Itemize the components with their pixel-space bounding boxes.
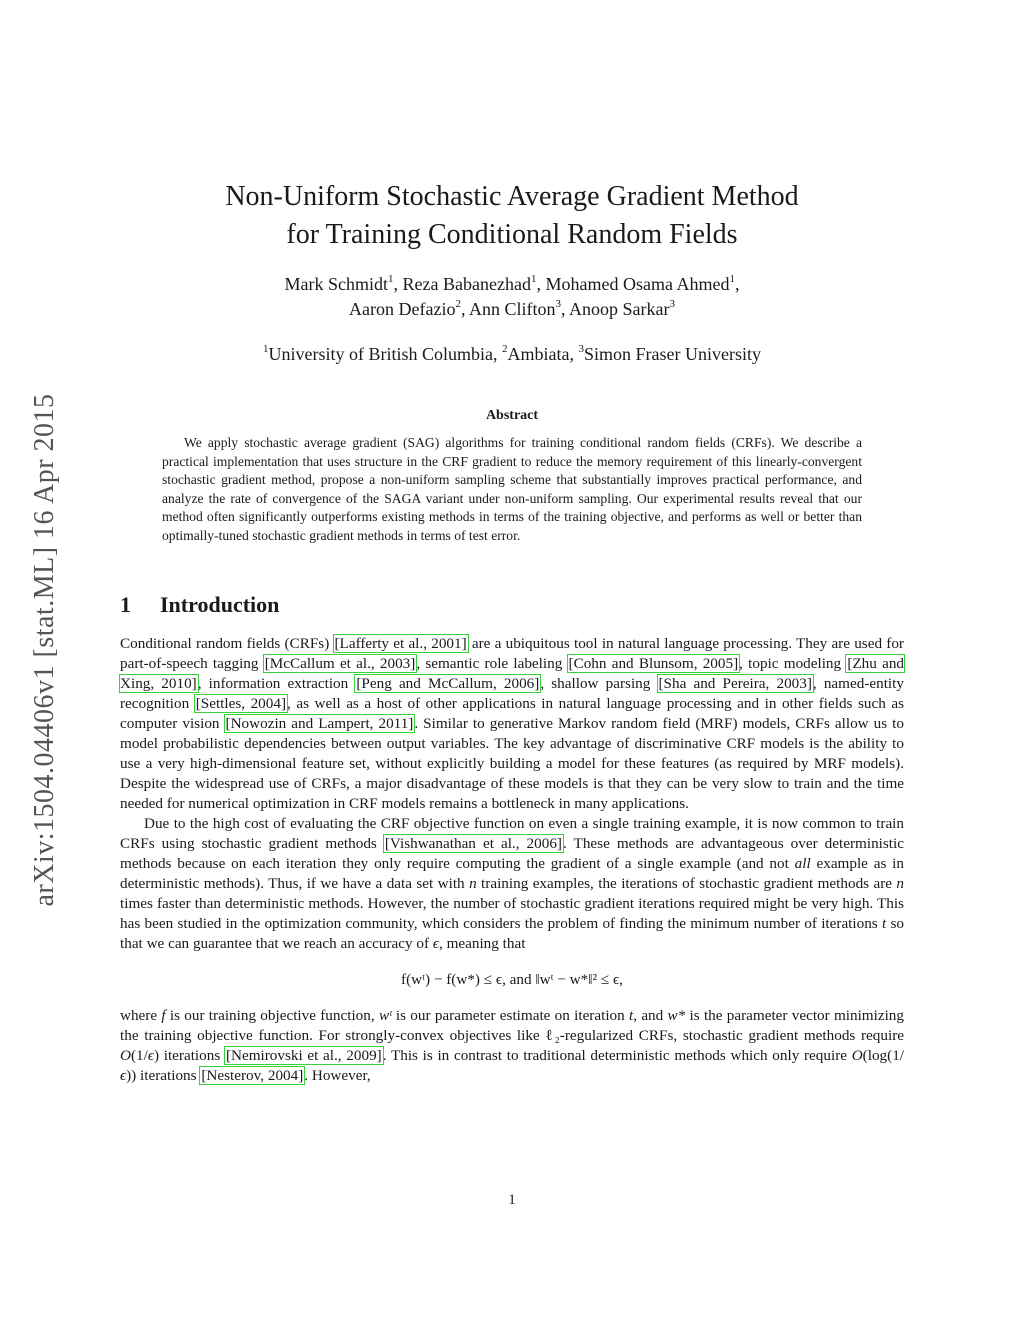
- text-run: times faster than deterministic methods. However, the number of stochastic gradient iterations required might be very high. This has been studied in the optimization community, which considers the problem of finding the minimum number of iterations: [120, 895, 904, 932]
- author-affiliation-mark: 2: [455, 298, 461, 310]
- text-run: Conditional random fields (CRFs): [120, 635, 334, 652]
- author-affiliation-mark: 1: [729, 273, 735, 285]
- title-line-1: Non-Uniform Stochastic Average Gradient Method: [225, 181, 799, 212]
- text-run: )) iterations: [126, 1067, 201, 1084]
- math-symbol: ϵ: [432, 935, 439, 952]
- text-run: , as well as a host of other applications in natural language processing and in other fields such as computer vision: [120, 695, 904, 732]
- text-run: (log(1/: [862, 1047, 905, 1064]
- page-number: 1: [508, 1192, 516, 1208]
- section-heading: [120, 592, 279, 618]
- citation-link[interactable]: [Sha and Pereira, 2003]: [658, 675, 812, 692]
- author-line-2: Aaron Defazio$^2$, Ann Clifton$^3$, Anoop Sarkar$^3$: [349, 298, 675, 319]
- math-symbol: wᵗ: [378, 1007, 392, 1024]
- text-run: , meaning that: [438, 935, 526, 952]
- display-equation: f(wᵗ) − f(w*) ≤ ϵ, and ‖wᵗ − w*‖² ≤ ϵ,: [401, 971, 623, 988]
- math-symbol: f: [161, 1007, 166, 1024]
- paper-title: [130, 178, 894, 254]
- text-run: is the parameter vector minimizing the training objective function. For strongly-convex objectives like ℓ₂-regularized CRFs, stochastic gradient methods require: [120, 1007, 904, 1044]
- text-run: . These methods are advantageous over deterministic methods because on each iteration they only require computing the gradient of a single example (and not: [120, 835, 904, 872]
- citation-link[interactable]: [Settles, 2004]: [195, 695, 287, 712]
- text-run: are a ubiquitous tool in natural language processing. They are used for part-of-speech tagging: [120, 635, 904, 672]
- author-affiliation-mark: 3: [669, 298, 675, 310]
- affiliation-name: Ambiata: [507, 344, 570, 364]
- text-run: so that we can guarantee that we reach an accuracy of: [120, 915, 904, 952]
- affiliation-name: Simon Fraser University: [583, 344, 761, 364]
- text-run: training examples, the iterations of stochastic gradient methods are: [476, 875, 897, 892]
- paragraph-2: [120, 814, 904, 954]
- arxiv-identifier-stamp: arXiv:1504.04406v1 [stat.ML] 16 Apr 2015: [29, 393, 60, 907]
- author-name: Mark Schmidt: [284, 274, 389, 294]
- citation-link[interactable]: [Lafferty et al., 2001]: [334, 635, 467, 652]
- text-run: , and: [633, 1007, 668, 1024]
- section-title: Introduction: [160, 592, 280, 617]
- text-run: (1/: [130, 1047, 148, 1064]
- math-symbol: ϵ: [147, 1047, 154, 1064]
- author-name: Mohamed Osama Ahmed: [545, 274, 730, 294]
- citation-link[interactable]: [McCallum et al., 2003]: [264, 655, 416, 672]
- text-run: Due to the high cost of evaluating the CRF objective function on even a single training example, it is now common to train CRFs using stochastic gradient methods: [120, 815, 904, 852]
- text-run: , shallow parsing: [540, 675, 658, 692]
- citation-link[interactable]: [Zhu and Xing, 2010]: [120, 655, 905, 692]
- text-run: . However,: [304, 1067, 371, 1084]
- math-symbol: n: [896, 875, 904, 892]
- author-name: Ann Clifton: [468, 299, 556, 319]
- text-run: . This is in contrast to traditional deterministic methods which only require: [382, 1047, 852, 1064]
- author-name: Anoop Sarkar: [569, 299, 670, 319]
- section-number: 1: [120, 592, 131, 617]
- math-symbol: t: [629, 1007, 634, 1024]
- text-run: , named-entity recognition: [120, 675, 904, 712]
- text-run: , topic modeling: [739, 655, 847, 672]
- paragraph-3: [120, 1006, 904, 1086]
- math-symbol: all: [794, 855, 811, 872]
- author-affiliation-mark: 3: [555, 298, 561, 310]
- body-text: [120, 634, 904, 1086]
- citation-link[interactable]: [Vishwanathan et al., 2006]: [384, 835, 562, 852]
- citation-link[interactable]: [Nowozin and Lampert, 2011]: [225, 715, 414, 732]
- text-run: . Similar to generative Markov random field (MRF) models, CRFs allow us to model probabilistic dependencies between output variables. The key advantage of discriminative CRF models is the ability to use a very high-dimensional feature set, without explicitly building a model for these features (as required by MRF models). Despite the widespread use of CRFs, a major disadvantage of these models is that they can be very slow to train and the time needed for numerical optimization in CRF models remains a bottleneck in many applications.: [120, 715, 904, 812]
- text-run: ) iterations: [153, 1047, 225, 1064]
- text-run: where: [120, 1007, 162, 1024]
- math-symbol: O: [851, 1047, 863, 1064]
- math-symbol: t: [881, 915, 887, 932]
- author-name: Aaron Defazio: [349, 299, 456, 319]
- affiliation-name: University of British Columbia: [268, 344, 493, 364]
- text-run: is our parameter estimate on iteration: [391, 1007, 630, 1024]
- author-list: [130, 272, 894, 322]
- math-symbol: n: [469, 875, 477, 892]
- citation-link[interactable]: [Peng and McCallum, 2006]: [356, 675, 540, 692]
- text-run: is our training objective function,: [165, 1007, 379, 1024]
- citation-link[interactable]: [Cohn and Blunsom, 2005]: [568, 655, 739, 672]
- text-run: , semantic role labeling: [416, 655, 568, 672]
- math-symbol: O: [120, 1047, 131, 1064]
- abstract-heading: Abstract: [485, 408, 539, 423]
- title-line-2: for Training Conditional Random Fields: [286, 219, 738, 250]
- math-symbol: ϵ: [120, 1067, 127, 1084]
- math-symbol: w*: [667, 1007, 686, 1024]
- text-run: example as in deterministic methods). Thus, if we have a data set with: [120, 855, 904, 892]
- author-affiliation-mark: 1: [530, 273, 537, 285]
- affiliations: $^1$University of British Columbia, $^2$Ambiata, $^3$Simon Fraser University: [263, 343, 761, 364]
- abstract-text: We apply stochastic average gradient (SAG) algorithms for training conditional random fields (CRFs). We describe a practical implementation that uses structure in the CRF gradient to reduce the memory requirement of this linearly-convergent stochastic gradient method, propose a non-uniform sampling scheme that substantially improves practical performance, and analyze the rate of convergence of the SAGA variant under non-uniform sampling. Our experimental results reveal that our method often significantly outperforms existing methods in terms of the training objective, and performs as well or better than optimally-tuned stochastic gradient methods in terms of test error.: [162, 435, 862, 543]
- paragraph-1: [120, 634, 904, 814]
- citation-link[interactable]: [Nemirovski et al., 2009]: [225, 1047, 382, 1064]
- author-line-1: Mark Schmidt$^1$, Reza Babanezhad$^1$, Mohamed Osama Ahmed$^1$,: [284, 273, 740, 294]
- citation-link[interactable]: [Nesterov, 2004]: [201, 1067, 304, 1084]
- author-name: Reza Babanezhad: [402, 274, 531, 294]
- text-run: , information extraction: [197, 675, 356, 692]
- author-affiliation-mark: 1: [388, 273, 394, 285]
